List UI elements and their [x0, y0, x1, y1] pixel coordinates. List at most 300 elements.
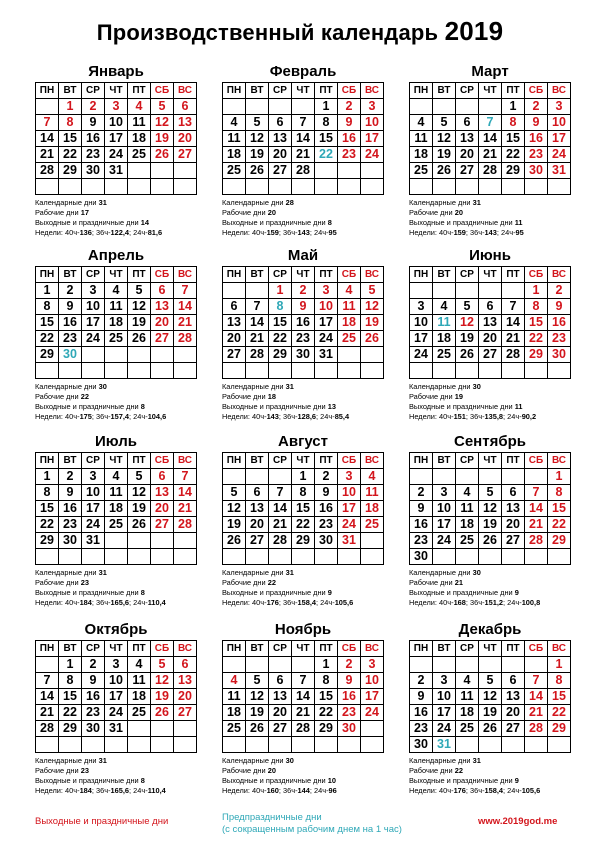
day-cell: 3 [410, 299, 433, 315]
day-cell: 4 [223, 673, 246, 689]
day-cell: 24 [433, 533, 456, 549]
day-cell: 14 [292, 131, 315, 147]
empty-cell [315, 179, 338, 195]
day-cell: 20 [456, 147, 479, 163]
day-cell: 9 [292, 299, 315, 315]
weekday-header: СБ [338, 267, 361, 283]
day-cell: 20 [502, 517, 525, 533]
day-cell: 17 [82, 315, 105, 331]
empty-cell [151, 533, 174, 549]
weekday-header: СР [82, 453, 105, 469]
weekday-header: ВТ [433, 83, 456, 99]
day-cell: 3 [105, 99, 128, 115]
month-block [222, 62, 384, 238]
day-cell: 5 [361, 283, 384, 299]
stat-work-days: Рабочие дни 23 [35, 766, 89, 775]
stat-calendar-days: Календарные дни 31 [409, 756, 481, 765]
empty-cell [174, 721, 197, 737]
empty-cell [456, 549, 479, 565]
empty-cell [223, 99, 246, 115]
day-cell: 15 [59, 131, 82, 147]
week-row [223, 147, 384, 163]
weekday-header: ПН [223, 641, 246, 657]
empty-cell [151, 179, 174, 195]
day-cell: 18 [361, 501, 384, 517]
empty-cell [223, 549, 246, 565]
month-stats [35, 382, 197, 422]
weekday-header: ЧТ [292, 641, 315, 657]
empty-cell [128, 363, 151, 379]
week-row [410, 673, 571, 689]
day-cell: 6 [174, 657, 197, 673]
day-cell: 1 [502, 99, 525, 115]
stat-weeks: Недели: 40ч-159; 36ч-143; 24ч-95 [409, 228, 524, 237]
day-cell: 11 [410, 131, 433, 147]
day-cell: 7 [292, 115, 315, 131]
day-cell: 15 [502, 131, 525, 147]
week-row [410, 347, 571, 363]
week-row [410, 501, 571, 517]
week-row [36, 533, 197, 549]
day-cell: 9 [59, 485, 82, 501]
day-cell: 26 [456, 347, 479, 363]
weekday-header-row [223, 83, 384, 99]
day-cell: 19 [433, 147, 456, 163]
stat-calendar-days: Календарные дни 30 [409, 568, 481, 577]
empty-cell [269, 657, 292, 673]
stat-calendar-days: Календарные дни 30 [222, 756, 294, 765]
week-row [36, 163, 197, 179]
day-cell: 28 [479, 163, 502, 179]
month-name: Май [287, 247, 319, 264]
stat-holidays: Выходные и праздничные дни 9 [222, 588, 332, 597]
day-cell: 12 [361, 299, 384, 315]
day-cell: 12 [128, 299, 151, 315]
day-cell: 14 [502, 315, 525, 331]
weekday-header: ПТ [315, 267, 338, 283]
stat-holidays: Выходные и праздничные дни 8 [35, 588, 145, 597]
weekday-header: СР [456, 83, 479, 99]
day-cell: 12 [479, 689, 502, 705]
day-cell: 29 [502, 163, 525, 179]
month-block [409, 620, 571, 796]
day-cell: 31 [338, 533, 361, 549]
weekday-header: ЧТ [479, 453, 502, 469]
day-cell: 5 [479, 485, 502, 501]
day-cell: 20 [151, 501, 174, 517]
empty-cell [361, 737, 384, 753]
day-cell: 8 [36, 485, 59, 501]
day-cell: 14 [174, 485, 197, 501]
day-cell: 2 [292, 283, 315, 299]
day-cell: 9 [548, 299, 571, 315]
day-cell: 11 [456, 501, 479, 517]
stat-work-days: Рабочие дни 20 [409, 208, 463, 217]
day-cell: 28 [502, 347, 525, 363]
week-row [223, 705, 384, 721]
day-cell: 21 [36, 147, 59, 163]
stat-holidays: Выходные и праздничные дни 8 [222, 218, 332, 227]
day-cell: 27 [174, 705, 197, 721]
day-cell: 4 [433, 299, 456, 315]
day-cell: 6 [151, 283, 174, 299]
day-cell: 8 [59, 115, 82, 131]
day-cell: 21 [246, 331, 269, 347]
weekday-header: ВТ [433, 267, 456, 283]
day-cell: 13 [151, 485, 174, 501]
day-cell: 11 [338, 299, 361, 315]
day-cell: 29 [36, 533, 59, 549]
day-cell: 21 [36, 705, 59, 721]
week-row [410, 331, 571, 347]
month-table [409, 82, 571, 195]
empty-cell [174, 533, 197, 549]
day-cell: 22 [502, 147, 525, 163]
day-cell: 12 [246, 131, 269, 147]
stat-work-days: Рабочие дни 23 [35, 578, 89, 587]
weekday-header-row [223, 453, 384, 469]
day-cell: 26 [479, 533, 502, 549]
weekday-header: СБ [525, 267, 548, 283]
empty-cell [456, 179, 479, 195]
day-cell: 1 [269, 283, 292, 299]
empty-cell [433, 469, 456, 485]
empty-cell [456, 657, 479, 673]
empty-cell [269, 737, 292, 753]
week-row [223, 315, 384, 331]
day-cell: 7 [174, 283, 197, 299]
week-row [223, 689, 384, 705]
day-cell: 7 [502, 299, 525, 315]
day-cell: 7 [246, 299, 269, 315]
day-cell: 8 [525, 299, 548, 315]
empty-cell [105, 737, 128, 753]
weekday-header: СР [82, 267, 105, 283]
day-cell: 7 [269, 485, 292, 501]
day-cell: 23 [338, 147, 361, 163]
day-cell: 17 [433, 705, 456, 721]
day-cell: 1 [548, 469, 571, 485]
week-row [410, 179, 571, 195]
month-name: Ноябрь [274, 621, 332, 638]
day-cell: 6 [502, 485, 525, 501]
empty-cell [479, 363, 502, 379]
empty-cell [292, 179, 315, 195]
day-cell: 11 [223, 689, 246, 705]
day-cell: 19 [246, 705, 269, 721]
week-row [223, 737, 384, 753]
empty-cell [246, 283, 269, 299]
day-cell: 16 [338, 689, 361, 705]
month-block [222, 246, 384, 422]
empty-cell [410, 179, 433, 195]
title-year: 2019 [444, 16, 504, 46]
empty-cell [338, 163, 361, 179]
month-table [222, 266, 384, 379]
day-cell: 12 [223, 501, 246, 517]
day-cell: 18 [105, 315, 128, 331]
weekday-header: ВС [174, 267, 197, 283]
day-cell: 22 [36, 331, 59, 347]
day-cell: 31 [548, 163, 571, 179]
day-cell: 1 [59, 657, 82, 673]
day-cell: 27 [502, 533, 525, 549]
month-block [409, 432, 571, 608]
day-cell: 2 [548, 283, 571, 299]
day-cell: 5 [246, 673, 269, 689]
day-cell: 22 [59, 147, 82, 163]
week-row [36, 485, 197, 501]
day-cell: 16 [410, 705, 433, 721]
week-row [223, 657, 384, 673]
day-cell: 29 [59, 721, 82, 737]
day-cell: 5 [128, 469, 151, 485]
week-row [36, 99, 197, 115]
day-cell: 2 [59, 283, 82, 299]
day-cell: 14 [525, 501, 548, 517]
day-cell: 13 [479, 315, 502, 331]
day-cell: 21 [479, 147, 502, 163]
day-cell: 23 [548, 331, 571, 347]
day-cell: 17 [315, 315, 338, 331]
day-cell: 21 [269, 517, 292, 533]
day-cell: 27 [151, 331, 174, 347]
week-row [410, 737, 571, 753]
day-cell: 21 [502, 331, 525, 347]
day-cell: 21 [174, 501, 197, 517]
day-cell: 3 [361, 657, 384, 673]
week-row [223, 331, 384, 347]
weekday-header: ВТ [433, 453, 456, 469]
weekday-header: ВТ [59, 267, 82, 283]
day-cell: 20 [151, 315, 174, 331]
weekday-header: СБ [525, 83, 548, 99]
week-row [410, 363, 571, 379]
stat-calendar-days: Календарные дни 31 [409, 198, 481, 207]
week-row [410, 533, 571, 549]
day-cell: 26 [128, 517, 151, 533]
weekday-header: СР [269, 83, 292, 99]
day-cell: 25 [338, 331, 361, 347]
empty-cell [433, 99, 456, 115]
month-table [222, 452, 384, 565]
day-cell: 18 [433, 331, 456, 347]
site-link[interactable]: www.2019god.me [478, 816, 558, 827]
day-cell: 13 [151, 299, 174, 315]
day-cell: 29 [292, 533, 315, 549]
month-table [35, 452, 197, 565]
day-cell: 4 [128, 657, 151, 673]
day-cell: 11 [105, 485, 128, 501]
day-cell: 2 [315, 469, 338, 485]
day-cell: 3 [338, 469, 361, 485]
day-cell: 19 [479, 705, 502, 721]
empty-cell [361, 179, 384, 195]
week-row [223, 721, 384, 737]
day-cell: 28 [525, 533, 548, 549]
empty-cell [82, 179, 105, 195]
empty-cell [292, 737, 315, 753]
day-cell: 20 [479, 331, 502, 347]
week-row [223, 283, 384, 299]
day-cell: 16 [59, 501, 82, 517]
week-row [410, 131, 571, 147]
empty-cell [410, 657, 433, 673]
day-cell: 13 [174, 673, 197, 689]
day-cell: 14 [36, 689, 59, 705]
day-cell: 20 [502, 705, 525, 721]
week-row [36, 299, 197, 315]
legend-preholidays-line2: (с сокращенным рабочим днем на 1 час) [222, 824, 402, 835]
day-cell: 13 [269, 131, 292, 147]
stat-work-days: Рабочие дни 19 [409, 392, 463, 401]
empty-cell [151, 737, 174, 753]
stat-holidays: Выходные и праздничные дни 9 [409, 776, 519, 785]
weekday-header: ВС [174, 641, 197, 657]
weekday-header: СР [269, 453, 292, 469]
day-cell: 4 [105, 469, 128, 485]
day-cell: 13 [269, 689, 292, 705]
empty-cell [338, 179, 361, 195]
weekday-header: СР [82, 641, 105, 657]
weekday-header: ЧТ [105, 641, 128, 657]
week-row [410, 469, 571, 485]
day-cell: 23 [59, 517, 82, 533]
day-cell: 10 [410, 315, 433, 331]
day-cell: 5 [151, 657, 174, 673]
weekday-header-row [223, 641, 384, 657]
day-cell: 28 [174, 517, 197, 533]
weekday-header: СБ [338, 641, 361, 657]
empty-cell [361, 163, 384, 179]
day-cell: 13 [223, 315, 246, 331]
empty-cell [105, 347, 128, 363]
day-cell: 17 [82, 501, 105, 517]
day-cell: 27 [151, 517, 174, 533]
day-cell: 13 [174, 115, 197, 131]
empty-cell [525, 737, 548, 753]
empty-cell [269, 469, 292, 485]
day-cell: 16 [59, 315, 82, 331]
day-cell: 6 [456, 115, 479, 131]
week-row [223, 549, 384, 565]
day-cell: 2 [525, 99, 548, 115]
week-row [223, 131, 384, 147]
day-cell: 30 [525, 163, 548, 179]
day-cell: 10 [82, 299, 105, 315]
day-cell: 30 [82, 163, 105, 179]
week-row [36, 469, 197, 485]
day-cell: 1 [315, 657, 338, 673]
empty-cell [128, 721, 151, 737]
week-row [36, 331, 197, 347]
week-row [36, 673, 197, 689]
weekday-header: ВС [174, 83, 197, 99]
day-cell: 10 [361, 673, 384, 689]
day-cell: 16 [338, 131, 361, 147]
empty-cell [223, 469, 246, 485]
day-cell: 23 [338, 705, 361, 721]
month-stats [222, 382, 384, 422]
day-cell: 3 [548, 99, 571, 115]
week-row [410, 705, 571, 721]
week-row [223, 179, 384, 195]
empty-cell [433, 179, 456, 195]
day-cell: 4 [456, 485, 479, 501]
week-row [36, 737, 197, 753]
day-cell: 31 [105, 163, 128, 179]
empty-cell [128, 737, 151, 753]
week-row [223, 99, 384, 115]
week-row [36, 721, 197, 737]
day-cell: 3 [433, 485, 456, 501]
day-cell: 18 [456, 517, 479, 533]
day-cell: 29 [548, 721, 571, 737]
weekday-header-row [410, 83, 571, 99]
month-stats [35, 756, 197, 796]
weekday-header: ПТ [128, 641, 151, 657]
day-cell: 15 [59, 689, 82, 705]
day-cell: 22 [292, 517, 315, 533]
day-cell: 19 [456, 331, 479, 347]
weekday-header: ВТ [433, 641, 456, 657]
day-cell: 6 [174, 99, 197, 115]
stat-work-days: Рабочие дни 20 [222, 766, 276, 775]
empty-cell [315, 363, 338, 379]
day-cell: 8 [548, 673, 571, 689]
stat-holidays: Выходные и праздничные дни 14 [35, 218, 149, 227]
empty-cell [502, 737, 525, 753]
day-cell: 14 [269, 501, 292, 517]
day-cell: 25 [105, 517, 128, 533]
stat-calendar-days: Календарные дни 31 [35, 198, 107, 207]
day-cell: 31 [433, 737, 456, 753]
day-cell: 17 [361, 131, 384, 147]
day-cell: 21 [525, 705, 548, 721]
title-text: Производственный календарь [96, 20, 439, 45]
empty-cell [59, 737, 82, 753]
day-cell: 19 [246, 147, 269, 163]
day-cell: 11 [128, 673, 151, 689]
day-cell: 4 [338, 283, 361, 299]
day-cell: 8 [59, 673, 82, 689]
day-cell: 14 [479, 131, 502, 147]
day-cell: 4 [361, 469, 384, 485]
day-cell: 25 [433, 347, 456, 363]
weekday-header: СР [456, 453, 479, 469]
legend-preholidays [222, 812, 402, 836]
stat-holidays: Выходные и праздничные дни 11 [409, 218, 523, 227]
empty-cell [246, 179, 269, 195]
day-cell: 5 [223, 485, 246, 501]
weekday-header: СБ [151, 83, 174, 99]
empty-cell [223, 283, 246, 299]
empty-cell [174, 179, 197, 195]
day-cell: 1 [525, 283, 548, 299]
week-row [36, 147, 197, 163]
day-cell: 26 [361, 331, 384, 347]
day-cell: 20 [246, 517, 269, 533]
day-cell: 3 [82, 469, 105, 485]
day-cell: 21 [292, 705, 315, 721]
empty-cell [525, 363, 548, 379]
day-cell: 18 [128, 689, 151, 705]
weekday-header: ПТ [502, 83, 525, 99]
empty-cell [479, 283, 502, 299]
day-cell: 28 [525, 721, 548, 737]
month-table [409, 452, 571, 565]
day-cell: 22 [548, 517, 571, 533]
